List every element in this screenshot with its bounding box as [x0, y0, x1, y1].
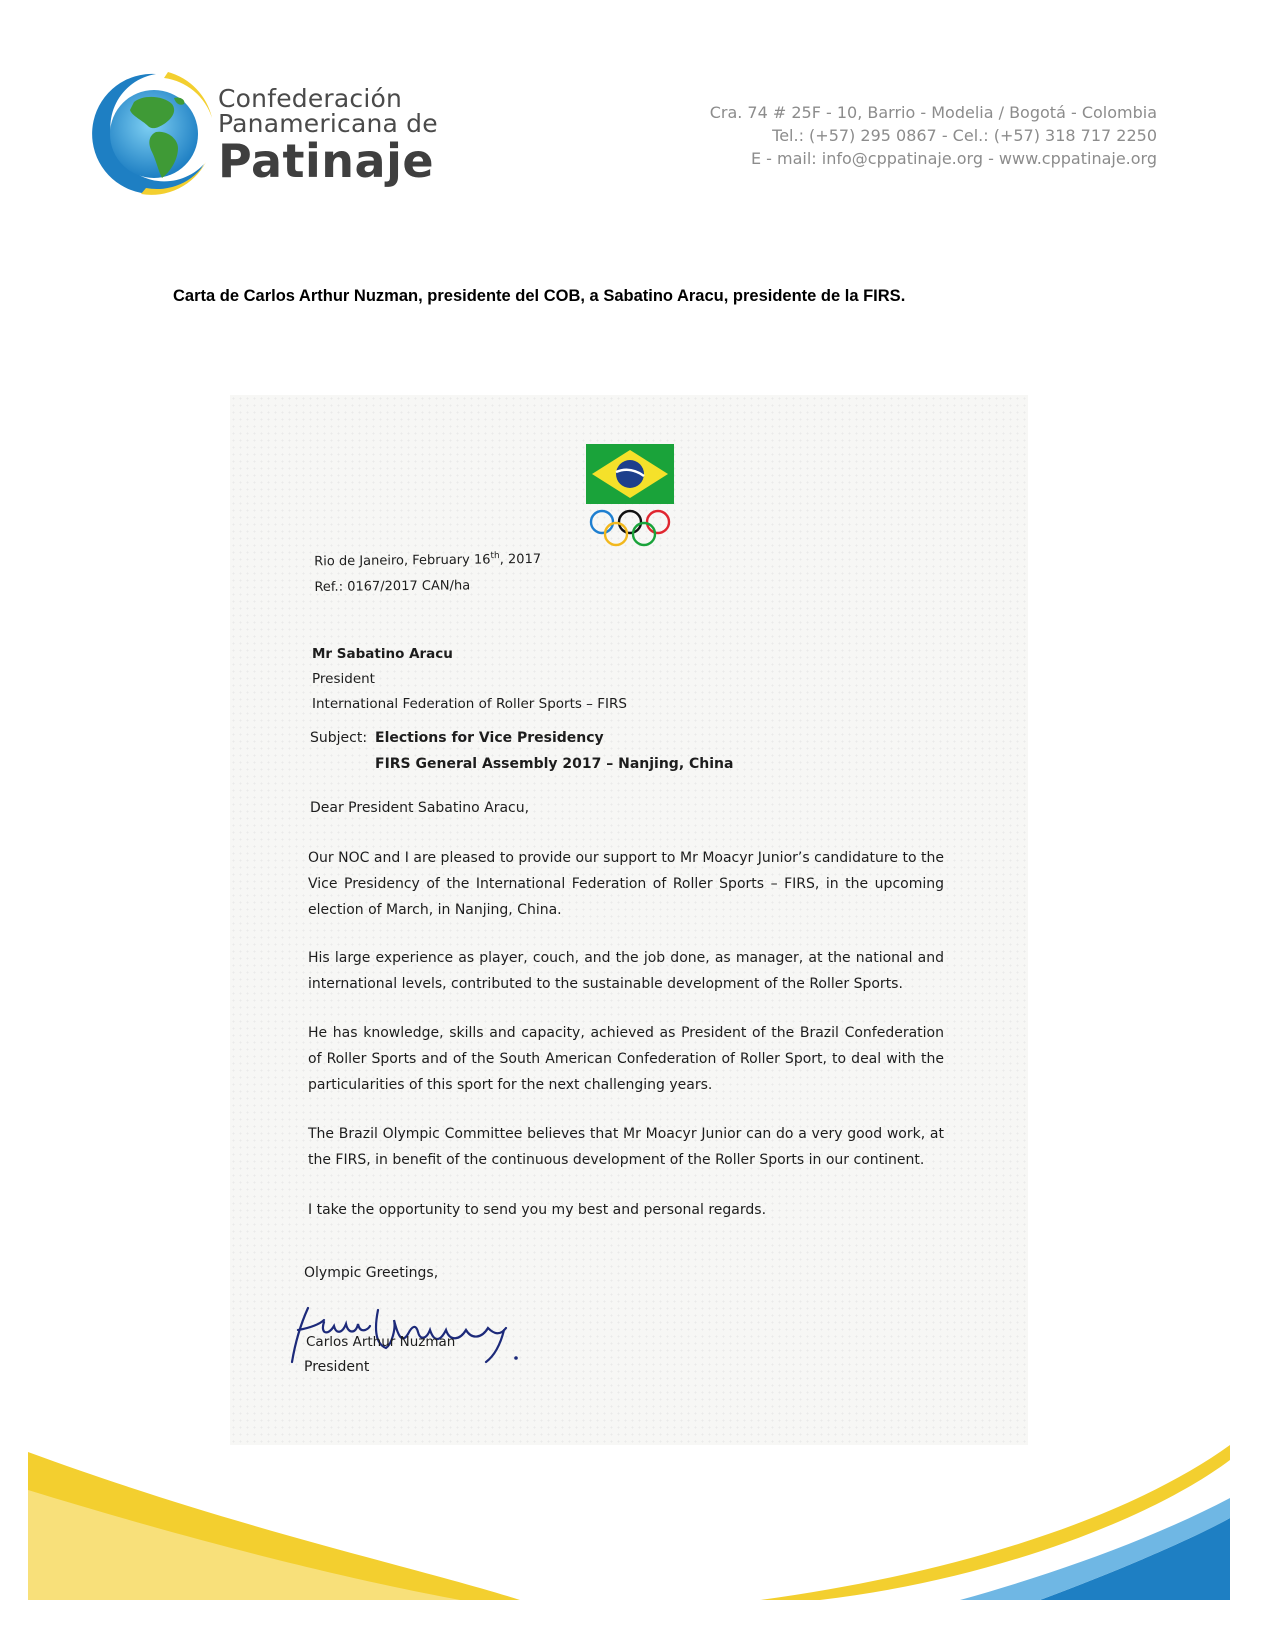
brand-line-1: Confederación [218, 84, 403, 113]
paragraph-5: I take the opportunity to send you my best and personal regards. [308, 1202, 767, 1218]
olympic-rings-icon [586, 508, 674, 550]
subject-line-1: Elections for Vice Presidency [375, 730, 604, 746]
salutation: Dear President Sabatino Aracu, [310, 800, 530, 816]
recipient-org: International Federation of Roller Sports – FIRS [312, 696, 627, 712]
scanned-letter [230, 395, 1028, 1445]
contact-address: Cra. 74 # 25F - 10, Barrio - Modelia / Bogotá - Colombia [709, 103, 1157, 122]
signer-name: Carlos Arthur Nuzman [306, 1334, 456, 1350]
contact-email: E - mail: info@cppatinaje.org - www.cppatinaje.org [750, 149, 1157, 168]
subject-block [310, 725, 733, 777]
recipient-title: President [312, 671, 375, 687]
brand-line-2: Panamericana de [218, 109, 438, 138]
recipient-block [312, 642, 627, 717]
brazil-flag-icon [586, 444, 674, 504]
brand-name [218, 86, 438, 186]
signer-title: President [304, 1359, 370, 1375]
paragraph-1: Our NOC and I are pleased to provide our support to Mr Moacyr Junior’s candidature to the Vice Presidency of the International Federation of Roller Sports – FIRS, in the upcoming election of March, in Nanjing, China. [308, 850, 944, 918]
paragraph-2: His large experience as player, couch, and the job done, as manager, at the national and international levels, contributed to the sustainable development of the Roller Sports. [308, 950, 944, 992]
contact-info [710, 101, 1157, 170]
paragraph-4: The Brazil Olympic Committee believes that Mr Moacyr Junior can do a very good work, at the FIRS, in benefit of the continuous development of the Roller Sports in our continent. [308, 1126, 944, 1168]
subject-line-2: FIRS General Assembly 2017 – Nanjing, China [375, 756, 734, 772]
brand-line-3: Patinaje [218, 134, 435, 188]
globe-logo-icon [86, 68, 216, 198]
letter-meta [314, 543, 541, 602]
subject-label: Subject: [310, 730, 368, 746]
paragraph-3: He has knowledge, skills and capacity, achieved as President of the Brazil Confederation of Roller Sports and of the South American Confederation of Roller Sport, to deal with the particularities of this sport for the next challenging years. [308, 1025, 944, 1093]
page-caption: Carta de Carlos Arthur Nuzman, presidente del COB, a Sabatino Aracu, presidente de la FIRS. [173, 287, 906, 305]
letter-ref: Ref.: 0167/2017 CAN/ha [314, 578, 471, 596]
footer-swoosh [0, 1390, 1261, 1632]
letter-date: Rio de Janeiro, February 16th, 2017 [314, 551, 542, 570]
closing: Olympic Greetings, [304, 1265, 439, 1281]
recipient-name: Mr Sabatino Aracu [312, 646, 453, 662]
contact-phone: Tel.: (+57) 295 0867 - Cel.: (+57) 318 717 2250 [772, 126, 1157, 145]
